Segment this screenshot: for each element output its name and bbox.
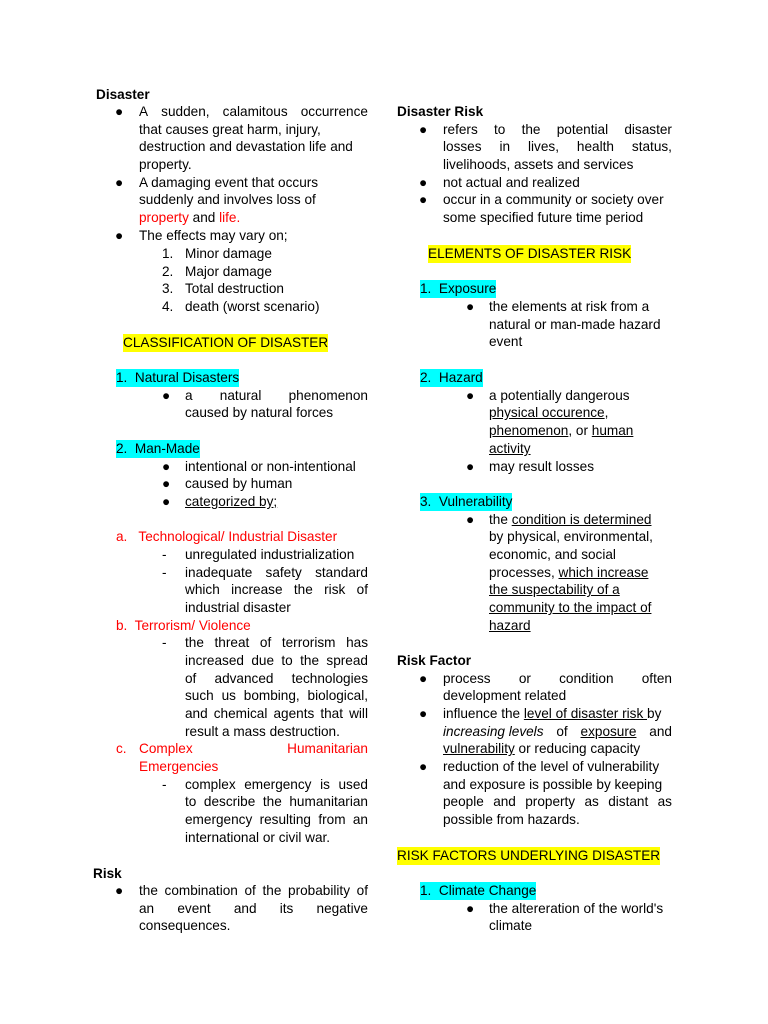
bullet-icon: ● bbox=[115, 228, 124, 243]
disaster-b1-line2: that causes great harm, injury, bbox=[139, 122, 321, 137]
vuln-desc-line1: the condition is determined bbox=[489, 512, 652, 527]
bullet-icon: ● bbox=[419, 175, 428, 190]
dr-b3-line2: some specified future time period bbox=[443, 210, 644, 225]
tech-item2-line1: inadequate safety standard bbox=[185, 565, 368, 580]
disaster-b2-line2: suddenly and involves loss of bbox=[139, 192, 316, 207]
dr-b1-line1: refers to the potential disaster bbox=[443, 122, 672, 137]
disaster-heading: Disaster bbox=[96, 87, 150, 102]
complex-desc-line: complex emergency is used bbox=[185, 777, 368, 792]
effect-text: Minor damage bbox=[185, 246, 272, 261]
effect-num: 3. bbox=[162, 281, 174, 296]
bullet-icon: ● bbox=[466, 388, 475, 403]
terrorism-label: b. Terrorism/ Violence bbox=[116, 618, 251, 633]
disaster-b2-line3: property and life. bbox=[139, 210, 241, 225]
terror-desc-line: result a mass destruction. bbox=[185, 724, 340, 739]
rf-b3-line: and exposure is possible by keeping bbox=[443, 777, 663, 792]
rf-b2-line3: vulnerability or reducing capacity bbox=[443, 741, 641, 756]
bullet-icon: ● bbox=[115, 104, 124, 119]
rf-b3-line: reduction of the level of vulnerability bbox=[443, 759, 660, 774]
bullet-icon: ● bbox=[419, 706, 428, 721]
technological-label: a. Technological/ Industrial Disaster bbox=[116, 529, 338, 544]
hazard-desc-line3: phenomenon, or human bbox=[489, 423, 634, 438]
tech-item2-line2: which increase the risk of bbox=[185, 582, 368, 597]
complex-letter: c. bbox=[116, 741, 127, 756]
risk-desc-line1: the combination of the probability of bbox=[139, 883, 368, 898]
rf-b2-line2: increasing levels of exposure and bbox=[443, 724, 672, 739]
bullet-icon: ● bbox=[466, 512, 475, 527]
bullet-icon: ● bbox=[466, 459, 475, 474]
effect-num: 4. bbox=[162, 299, 174, 314]
natural-disasters-label: 1. Natural Disasters bbox=[116, 370, 240, 385]
bullet-icon: ● bbox=[466, 299, 475, 314]
effect-text: Total destruction bbox=[185, 281, 284, 296]
bullet-icon: ● bbox=[419, 192, 428, 207]
complex-desc-line: emergency resulting from an bbox=[185, 812, 368, 827]
hazard-desc-line2: physical occurence, bbox=[489, 405, 609, 420]
classification-heading: CLASSIFICATION OF DISASTER bbox=[123, 335, 329, 350]
bullet-icon: ● bbox=[162, 476, 171, 491]
terror-desc-line: and chemical agents that will bbox=[185, 706, 368, 721]
bullet-icon: ● bbox=[162, 388, 171, 403]
exposure-desc-line: natural or man-made hazard bbox=[489, 317, 661, 332]
rf-b1-line2: development related bbox=[443, 688, 567, 703]
disaster-b1-line4: property. bbox=[139, 157, 192, 172]
rf-b2-line1: influence the level of disaster risk by bbox=[443, 706, 662, 721]
dash-icon: - bbox=[162, 565, 167, 580]
disaster-b2-line1: A damaging event that occurs bbox=[139, 175, 319, 190]
terror-desc-line: increased due to the spread bbox=[185, 653, 368, 668]
climate-desc-line1: the altereration of the world's bbox=[489, 901, 664, 916]
rf-b3-line: possible from hazards. bbox=[443, 812, 580, 827]
risk-desc-line3: consequences. bbox=[139, 918, 231, 933]
complex-label-line2: Emergencies bbox=[139, 759, 219, 774]
climate-desc-line2: climate bbox=[489, 918, 533, 933]
manmade-item: caused by human bbox=[185, 476, 293, 491]
effect-text: death (worst scenario) bbox=[185, 299, 320, 314]
effect-text: Major damage bbox=[185, 264, 272, 279]
man-made-label: 2. Man-Made bbox=[116, 441, 200, 456]
dash-icon: - bbox=[162, 777, 167, 792]
rf-b3-line: people and property as distant as bbox=[443, 794, 672, 809]
vuln-desc-line7: hazard bbox=[489, 618, 531, 633]
vuln-desc-line5: the suspectability of a bbox=[489, 582, 620, 597]
risk-desc-line2: an event and its negative bbox=[139, 901, 368, 916]
effect-num: 2. bbox=[162, 264, 174, 279]
disaster-risk-heading: Disaster Risk bbox=[397, 104, 484, 119]
dr-b3-line1: occur in a community or society over bbox=[443, 192, 664, 207]
hazard-b2: may result losses bbox=[489, 459, 595, 474]
exposure-label: 1. Exposure bbox=[420, 281, 497, 296]
disaster-b1-line3: destruction and devastation life and bbox=[139, 139, 353, 154]
bullet-icon: ● bbox=[162, 459, 171, 474]
underlying-heading: RISK FACTORS UNDERLYING DISASTER bbox=[397, 848, 661, 863]
bullet-icon: ● bbox=[419, 122, 428, 137]
exposure-desc-line: the elements at risk from a bbox=[489, 299, 650, 314]
terror-desc-line: the threat of terrorism has bbox=[185, 635, 368, 650]
complex-desc-line: international or civil war. bbox=[185, 830, 331, 845]
bullet-icon: ● bbox=[115, 175, 124, 190]
hazard-desc-line1: a potentially dangerous bbox=[489, 388, 630, 403]
bullet-icon: ● bbox=[162, 494, 171, 509]
tech-item2-line3: industrial disaster bbox=[185, 600, 291, 615]
terror-desc-line: such us bombing, biological, bbox=[185, 688, 368, 703]
bullet-icon: ● bbox=[419, 671, 428, 686]
exposure-desc-line: event bbox=[489, 334, 523, 349]
vulnerability-label: 3. Vulnerability bbox=[420, 494, 513, 509]
rf-b1-line1: process or condition often bbox=[443, 671, 672, 686]
bullet-icon: ● bbox=[419, 759, 428, 774]
vuln-desc-line6: community to the impact of bbox=[489, 600, 652, 615]
effect-num: 1. bbox=[162, 246, 174, 261]
dr-b2: not actual and realized bbox=[443, 175, 580, 190]
elements-heading: ELEMENTS OF DISASTER RISK bbox=[428, 246, 632, 261]
hazard-desc-line4: activity bbox=[489, 441, 531, 456]
manmade-item: intentional or non-intentional bbox=[185, 459, 356, 474]
vuln-desc-line2: by physical, environmental, bbox=[489, 529, 653, 544]
hazard-label: 2. Hazard bbox=[420, 370, 483, 385]
manmade-item: categorized by; bbox=[185, 494, 278, 509]
complex-label-line1: Complex Humanitarian bbox=[139, 741, 368, 756]
complex-desc-line: to describe the humanitarian bbox=[185, 794, 368, 809]
bullet-icon: ● bbox=[115, 883, 124, 898]
dash-icon: - bbox=[162, 547, 167, 562]
disaster-b3: The effects may vary on; bbox=[139, 228, 288, 243]
terror-desc-line: of advanced technologies bbox=[185, 671, 368, 686]
tech-item: unregulated industrialization bbox=[185, 547, 355, 562]
risk-heading: Risk bbox=[93, 866, 122, 881]
risk-factor-heading: Risk Factor bbox=[397, 653, 472, 668]
vuln-desc-line4: processes, which increase bbox=[489, 565, 649, 580]
natural-desc-line2: caused by natural forces bbox=[185, 405, 334, 420]
natural-desc-line1: a natural phenomenon bbox=[185, 388, 368, 403]
vuln-desc-line3: economic, and social bbox=[489, 547, 616, 562]
dash-icon: - bbox=[162, 635, 167, 650]
dr-b1-line3: livelihoods, assets and services bbox=[443, 157, 634, 172]
dr-b1-line2: losses in lives, health status, bbox=[443, 139, 672, 154]
climate-change-label: 1. Climate Change bbox=[420, 883, 537, 898]
bullet-icon: ● bbox=[466, 901, 475, 916]
disaster-b1-line1: A sudden, calamitous occurrence bbox=[139, 104, 368, 119]
